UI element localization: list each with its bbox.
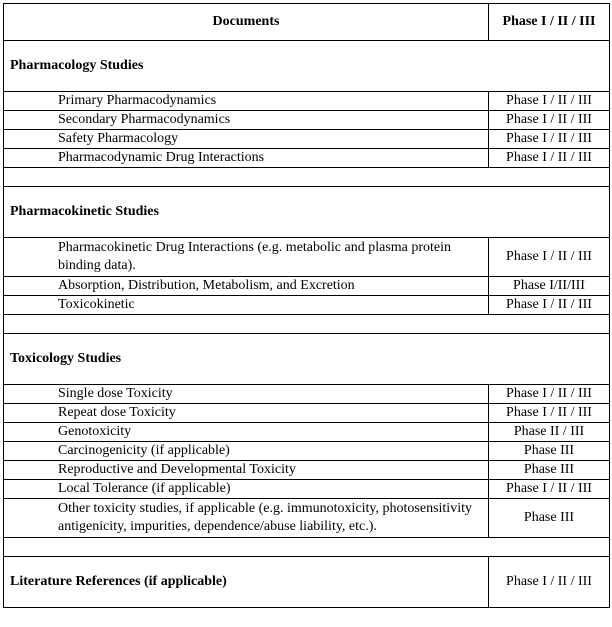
phase-value: Phase I / II / III (489, 149, 610, 168)
phase-value: Phase III (489, 442, 610, 461)
section-row (4, 187, 610, 238)
phase-value: Phase III (489, 461, 610, 480)
table-row (4, 404, 610, 423)
phase-value: Phase I / II / III (489, 296, 610, 315)
header-row (4, 4, 610, 41)
spacer-row (4, 538, 610, 557)
table-row (4, 238, 610, 277)
phase-value: Phase III (489, 499, 610, 538)
document-name: Pharmacodynamic Drug Interactions (4, 149, 489, 168)
table-row (4, 277, 610, 296)
document-name: Genotoxicity (4, 423, 489, 442)
section-title-pharmacology: Pharmacology Studies (4, 41, 610, 92)
table-row (4, 149, 610, 168)
documents-table (3, 3, 610, 608)
phase-value: Phase I / II / III (489, 385, 610, 404)
document-name: Toxicokinetic (4, 296, 489, 315)
phase-value: Phase I / II / III (489, 480, 610, 499)
document-name: Single dose Toxicity (4, 385, 489, 404)
table-row (4, 92, 610, 111)
document-name: Absorption, Distribution, Metabolism, and Excretion (4, 277, 489, 296)
spacer-row (4, 168, 610, 187)
section-title-pharmacokinetic: Pharmacokinetic Studies (4, 187, 610, 238)
document-name: Repeat dose Toxicity (4, 404, 489, 423)
table-row (4, 130, 610, 149)
phase-value: Phase II / III (489, 423, 610, 442)
document-name: Other toxicity studies, if applicable (e.g. immunotoxicity, photosensitivity antigenicity, impurities, dependence/abuse liability, etc.). (4, 499, 489, 538)
documents-header: Documents (4, 4, 489, 41)
spacer-row (4, 315, 610, 334)
section-row (4, 41, 610, 92)
phase-header: Phase I / II / III (489, 4, 610, 41)
table-row (4, 385, 610, 404)
phase-value: Phase I / II / III (489, 557, 610, 608)
table-row (4, 111, 610, 130)
document-name: Reproductive and Developmental Toxicity (4, 461, 489, 480)
section-title-toxicology: Toxicology Studies (4, 334, 610, 385)
document-name: Primary Pharmacodynamics (4, 92, 489, 111)
phase-value: Phase I / II / III (489, 130, 610, 149)
document-name: Pharmacokinetic Drug Interactions (e.g. metabolic and plasma protein binding data). (4, 238, 489, 277)
phase-value: Phase I/II/III (489, 277, 610, 296)
phase-value: Phase I / II / III (489, 111, 610, 130)
document-name: Local Tolerance (if applicable) (4, 480, 489, 499)
literature-row (4, 557, 610, 608)
table-row (4, 461, 610, 480)
phase-value: Phase I / II / III (489, 92, 610, 111)
literature-references: Literature References (if applicable) (4, 557, 489, 608)
document-name: Carcinogenicity (if applicable) (4, 442, 489, 461)
section-row (4, 334, 610, 385)
table-row (4, 423, 610, 442)
phase-value: Phase I / II / III (489, 238, 610, 277)
phase-value: Phase I / II / III (489, 404, 610, 423)
table-row (4, 442, 610, 461)
table-row (4, 480, 610, 499)
document-name: Secondary Pharmacodynamics (4, 111, 489, 130)
document-name: Safety Pharmacology (4, 130, 489, 149)
table-row (4, 499, 610, 538)
table-row (4, 296, 610, 315)
